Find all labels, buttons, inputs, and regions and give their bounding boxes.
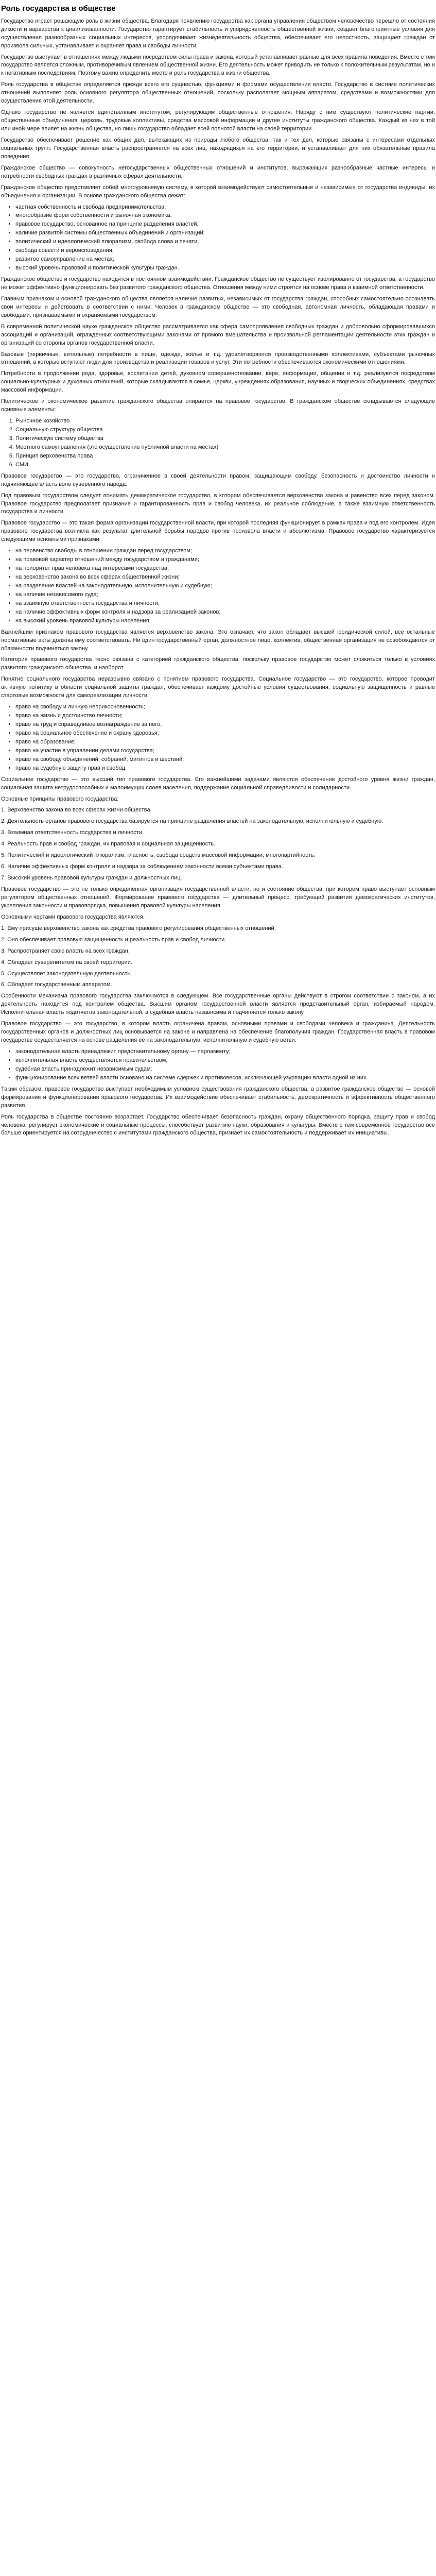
paragraph: Основными чертами правового государства являются: <box>1 913 145 920</box>
list-item: 4. Местного самоуправления (это осуществление публичной власти на местах) <box>15 444 435 452</box>
paragraph: 3. Распространяет свою власть на всех граждан. <box>1 947 130 954</box>
paragraph: 4. Обладает суверенитетом на своей территории. <box>1 959 132 965</box>
bullet-list <box>1 547 435 625</box>
list-item: • на разделение властей на законодательную, исполнительную и судебную; <box>15 582 435 590</box>
list-item: • на наличие независимого суда; <box>15 591 435 599</box>
paragraph: 5. Политический и идеологический плюрализм, гласность, свобода средств массовой информации, многопартийность. <box>1 852 316 859</box>
list-item: • свобода совести и вероисповедания; <box>15 247 435 255</box>
paragraph: Правовое государство — это такая форма организации государственной власти, при которой последняя функционирует в рамках права и под его контролем. Идея правового государства возникла как результат длительной борьбы народов против произвола власти и абсолютизма. Правовое государство характеризуется следующими основными признаками: <box>1 520 435 543</box>
list-item: • на приоритет прав человека над интересами государства; <box>15 565 435 573</box>
paragraph: 1. Ему присуще верховенство закона как средства правового регулирования общественных отношений. <box>1 925 276 931</box>
list-item: • на верховенство закона во всех сферах общественной жизни; <box>15 573 435 582</box>
paragraph: Базовые (первичные, витальные) потребности в пище, одежде, жилье и т.д. удовлетворяются производственными коллективами, субъектами рыночных отношений, в которые вступают люди для производства и реализации товаров и услуг. Эти потребности обеспечиваются экономическими отношениями. <box>1 351 435 366</box>
list-item: • право на свободу объединений, собраний, митингов и шествий; <box>15 756 435 764</box>
list-item: • политический и идеологический плюрализм, свобода слова и печати; <box>15 238 435 246</box>
list-item: • многообразие форм собственности и рыночная экономика; <box>15 212 435 220</box>
paragraph: 6. Наличие эффективных форм контроля и надзора за соблюдением законности всеми субъектами права. <box>1 863 283 870</box>
paragraph: Важнейшим признаком правового государства является верховенство закона. Это означает, что закон обладает высшей юридической силой, все остальные нормативные акты должны ему соответствовать. Ни один государственный орган, должностное лицо, коллектив, общественная организация не освобождаются от обязанности подчиняться закону. <box>1 629 435 652</box>
paragraph: Главным признаком и основой гражданского общества является наличие развитых, независимых от государства граждан, способных самостоятельно осознавать свои интересы и действовать в соответствии с ними. Человек в гражданском обществе — это свободная, автономная личность, обладающая правами и свободами, признаваемыми и охраняемыми государством. <box>1 295 435 318</box>
paragraph: Политическое и экономическое развитие гражданского общества опирается на правовое государство. В гражданском обществе складываются следующие основные элементы: <box>1 398 435 413</box>
paragraph: Гражданское общество и государство находятся в постоянном взаимодействии. Гражданское общество не существует изолированно от государства, а государство не может эффективно функционировать без развитого гражданского общества. Отношения между ними строятся на основе права и взаимной ответственности. <box>1 276 435 291</box>
list-item: • исполнительная власть осуществляется правительством; <box>15 1057 435 1065</box>
paragraph: Государство играет решающую роль в жизни общества. Благодаря появлению государства как органа управления обществом человечество перешло от состояния дикости и варварства к цивилизованности. Государство гарантирует стабильность и упорядоченность общественной жизни, создает благоприятные условия для осуществления разнообразных социальных интересов, упорядочивает жизнедеятельность общества, обеспечивает его целостность, защищает граждан от произвола сильных, устанавливает и охраняет права и свободы личности. <box>1 18 435 49</box>
bullet-list <box>1 1048 435 1082</box>
list-item: • на правовой характер отношений между государством и гражданами; <box>15 556 435 564</box>
paragraph: 2. Оно обеспечивает правовую защищенность и реальность прав и свобод личности. <box>1 936 226 943</box>
paragraph: Роль государства в обществе постоянно возрастает. Государство обеспечивает безопасность граждан, охрану общественного порядка, защиту прав и свобод человека, регулирует экономические и социальные процессы, способствует развитию науки, образования и культуры. Вместе с тем современное государство все больше ориентируется на сотрудничество с институтами гражданского общества, признает их самостоятельность и поддерживает их инициативы. <box>1 1113 435 1137</box>
paragraph: Государство выступает в отношениях между людьми посредством силы права и закона, который устанавливает равные для всех правила поведения. Вместе с тем государство является сложным, противоречивым явлением общественной жизни. Его деятельность может приводить не только к положительным результатам, но и к негативным последствиям. Поэтому важно определить место и роль государства в жизни общества. <box>1 54 435 77</box>
list-item: • право на труд и справедливое вознаграждение за него; <box>15 721 435 729</box>
paragraph: Особенности механизма правового государства заключаются в следующем. Все государственные органы действуют в строгом соответствии с законом, а их деятельность находится под контролем общества. Высшим органом государственной власти является представительный орган, избираемый народом. Исполнительная власть подотчетна законодательной, а судебная власть независима и подчиняется только закону. <box>1 993 435 1016</box>
paragraph: Потребности в продолжении рода, здоровье, воспитании детей, духовном совершенствовании, вере, информации, общении и т.д. реализуются посредством социально-культурных и духовных отношений, которые складываются в семье, церкви, учреждениях образования, научных и творческих объединениях, средствах массовой информации. <box>1 370 435 394</box>
paragraph: 7. Высокий уровень правовой культуры граждан и должностных лиц. <box>1 875 182 882</box>
list-item: • частная собственность и свобода предпринимательства; <box>15 204 435 212</box>
list-item: • функционирование всех ветвей власти основано на системе сдержек и противовесов, исключающей узурпацию власти одной из них. <box>15 1074 435 1082</box>
paragraph: Под правовым государством следует понимать демократическое государство, в котором обеспечивается верховенство закона и равенство всех перед законом. Правовое государство предполагает признание и гарантированность прав и свобод человека, их реальное соблюдение, а также взаимную ответственность государства и личности. <box>1 492 435 515</box>
paragraph: В современной политической науке гражданское общество рассматривается как сфера самопроявления свободных граждан и добровольно сформировавшихся ассоциаций и организаций, огражденных соответствующими законами от прямого вмешательства и произвольной регламентации деятельности этих граждан и организаций со стороны органов государственной власти. <box>1 323 435 346</box>
paragraph: Правовое государство — это государство, в котором власть ограничена правом, основными правами и свободами человека и гражданина. Деятельность государственных органов и должностных лиц основывается на законе и направлена на обеспечение благополучия граждан. Государственная власть в правовом государстве осуществляется на основе разделения ее на законодательную, исполнительную и судебную ветви. <box>1 1021 435 1044</box>
list-item: • на высокий уровень правовой культуры населения. <box>15 617 435 625</box>
list-item: • наличие развитой системы общественных объединений и организаций; <box>15 229 435 238</box>
list-item: 1. Рыночное хозяйство <box>15 417 435 426</box>
list-item: • на первенство свободы в отношении граждан перед государством; <box>15 547 435 555</box>
paragraph: Социальное государство — это высший тип правового государства. Его важнейшими задачами являются обеспечение достойного уровня жизни граждан, социальная защита нетрудоспособных и малоимущих слоев населения, поддержание социальной справедливости и солидарности. <box>1 776 435 791</box>
list-item: 3. Политическую систему общества <box>15 435 435 443</box>
paragraph: Категория правового государства тесно связана с категорией гражданского общества, поскольку правовое государство может сложиться только в условиях развитого гражданского общества, и наоборот. <box>1 656 435 671</box>
list-item: 2. Социальную структуру общества <box>15 426 435 434</box>
numbered-list <box>1 417 435 469</box>
list-item: • законодательная власть принадлежит представительному органу — парламенту; <box>15 1048 435 1056</box>
list-item: 5. Принцип верховенства права <box>15 452 435 461</box>
paragraph: Таким образом, правовое государство выступает необходимым условием существования гражданского общества, а развитое гражданское общество — основой формирования и функционирования правового государства. Их взаимодействие обеспечивает стабильность, демократичность и эффективность общественного развития. <box>1 1086 435 1109</box>
list-item: • право на жизнь и достоинство личности; <box>15 712 435 720</box>
paragraph: 1. Верховенство закона во всех сферах жизни общества. <box>1 807 152 814</box>
list-item: • развитое самоуправление на местах; <box>15 256 435 264</box>
paragraph: 3. Взаимная ответственность государства и личности. <box>1 829 144 836</box>
bullet-list <box>1 204 435 273</box>
document-page <box>0 0 436 1147</box>
paragraph: Гражданское общество представляет собой многоуровневую систему, в которой взаимодействуют самостоятельные и независимые от государства индивиды, их объединения и организации. В основе гражданского общества лежат: <box>1 184 435 199</box>
list-item: • судебная власть принадлежит независимым судам; <box>15 1065 435 1074</box>
list-item: • правовое государство, основанное на принципе разделения властей; <box>15 221 435 229</box>
list-item: • право на свободу и личную неприкосновенность; <box>15 703 435 711</box>
paragraph: Правовое государство — это государство, ограниченное в своей деятельности правом, защищающим свободу, безопасность и достоинство личности и подчиняющее власть воле суверенного народа. <box>1 472 435 487</box>
paragraph: Государство обеспечивает решение как общих дел, вытекающих из природы любого общества, так и тех дел, которые связаны с интересами отдельных социальных групп. Государственная власть распространяется на всех лиц, находящихся на его территории, и устанавливает для них обязательные правила поведения. <box>1 137 435 160</box>
paragraph: Гражданское общество — совокупность негосударственных общественных отношений и институтов, выражающих разнообразные частные интересы и потребности свободных граждан в различных сферах деятельности. <box>1 164 435 179</box>
list-item: • право на участие в управлении делами государства; <box>15 747 435 755</box>
list-item: • на взаимную ответственность государства и личности; <box>15 600 435 608</box>
bullet-list <box>1 703 435 773</box>
document-body <box>1 18 435 1138</box>
paragraph: 6. Обладает государственным аппаратом. <box>1 981 112 988</box>
list-item: • на наличие эффективных форм контроля и надзора за реализацией законов; <box>15 608 435 617</box>
paragraph: 4. Реальность прав и свобод граждан, их правовая и социальная защищенность. <box>1 841 216 848</box>
paragraph: Правовое государство — это не только определенная организация государственной власти, но и состояние общества, при котором право выступает основным регулятором общественных отношений. Формирование правового государства — длительный процесс, требующий развития демократических институтов, укрепления законности и правопорядка, повышения правовой культуры населения. <box>1 886 435 909</box>
list-item: • право на социальное обеспечение и охрану здоровья; <box>15 730 435 738</box>
paragraph: 5. Осуществляет законодательную деятельность. <box>1 970 132 977</box>
list-item: 6. СМИ <box>15 461 435 469</box>
paragraph: Основные принципы правового государства: <box>1 795 119 802</box>
list-item: • право на судебную защиту прав и свобод. <box>15 765 435 773</box>
list-item: • право на образование; <box>15 738 435 747</box>
paragraph: Роль государства в обществе определяется прежде всего его сущностью, функциями и формами осуществления власти. Государство в системе политических отношений выполняет роль основного регулятора общественных отношений, поскольку располагает мощным аппаратом, средствами и возможностями для осуществления этой деятельности. <box>1 81 435 105</box>
list-item: • высокий уровень правовой и политической культуры граждан. <box>15 264 435 273</box>
paragraph: Однако государство не является единственным институтом, регулирующим общественные отношения. Наряду с ним существуют политические партии, общественные объединения, церковь, трудовые коллективы, средства массовой информации и другие институты гражданского общества. Каждый из них в той или иной мере влияет на жизнь общества, но лишь государство обладает всей полнотой власти на своей территории. <box>1 109 435 132</box>
paragraph: 2. Деятельность органов правового государства базируется на принципе разделения властей на законодательную, исполнительную и судебную. <box>1 818 383 825</box>
paragraph: Понятие социального государства неразрывно связано с понятием правового государства. Социальное государство — это государство, которое проводит активную политику в области социальной защиты граждан, обеспечивает каждому достойные условия существования, социальную защищенность и равные стартовые возможности для самореализации личности. <box>1 676 435 699</box>
page-title: Роль государства в обществе <box>1 4 116 13</box>
